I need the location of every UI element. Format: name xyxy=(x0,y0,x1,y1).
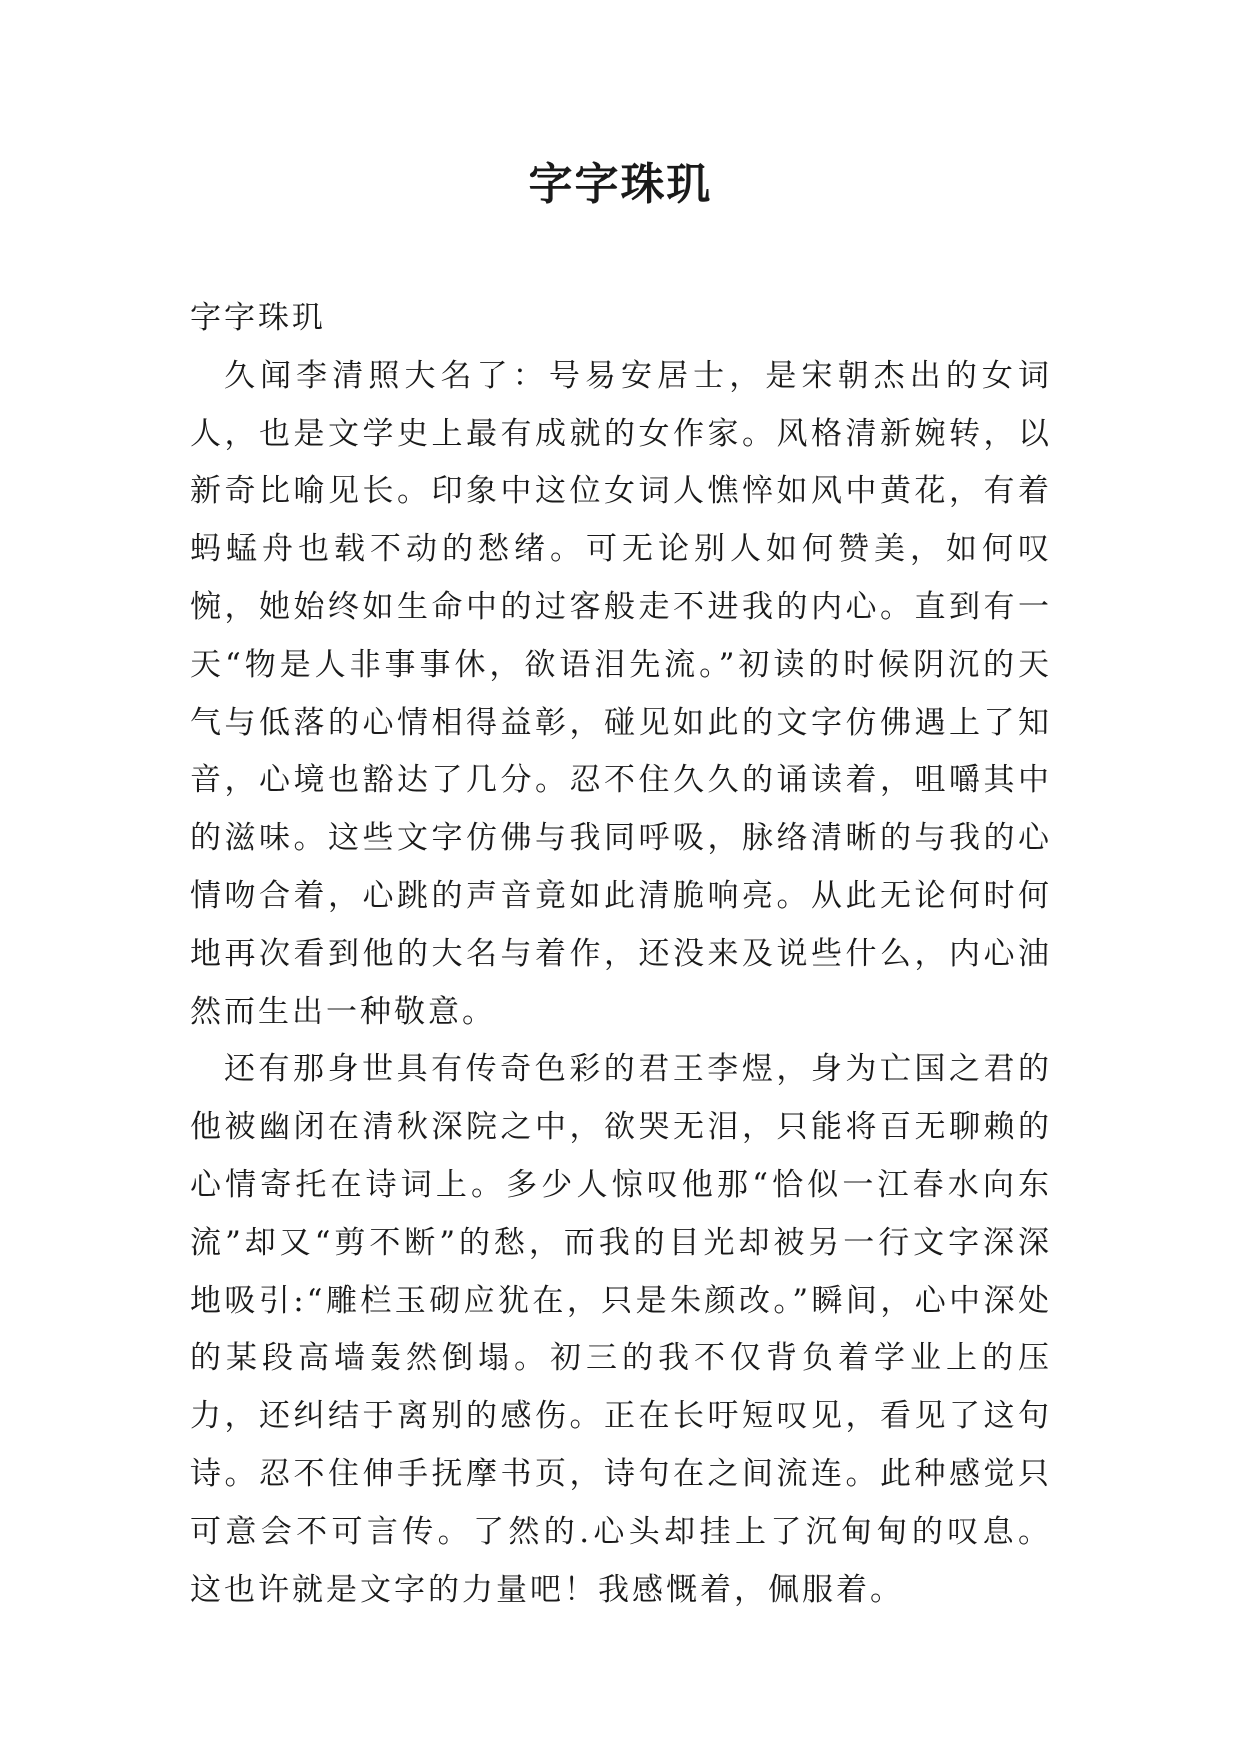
essay-heading: 字字珠玑 xyxy=(190,300,326,336)
document-body xyxy=(190,290,1052,1619)
paragraph-2: 还有那身世具有传奇色彩的君王李煜，身为亡国之君的他被幽闭在清秋深院之中，欲哭无泪，只能将百无聊赖的心情寄托在诗词上。多少人惊叹他那“恰似一江春水向东流”却又“剪不断”的愁，而我的目光却被另一行文字深深地吸引:“雕栏玉砌应犹在，只是朱颜改。”瞬间，心中深处的某段高墙轰然倒塌。初三的我不仅背负着学业上的压力，还纠结于离别的感伤。正在长吁短叹见，看见了这句诗。忍不住伸手抚摩书页，诗句在之间流连。此种感觉只可意会不可言传。了然的.心头却挂上了沉甸甸的叹息。这也许就是文字的力量吧！我感慨着，佩服着。 xyxy=(190,1051,1052,1608)
page-title: 字字珠玑 xyxy=(528,159,713,210)
paragraph-1: 久闻李清照大名了：号易安居士，是宋朝杰出的女词人，也是文学史上最有成就的女作家。风格清新婉转，以新奇比喻见长。印象中这位女词人憔悴如风中黄花，有着蚂蜢舟也载不动的愁绪。可无论别人如何赞美，如何叹惋，她始终如生命中的过客般走不进我的内心。直到有一天“物是人非事事休，欲语泪先流。”初读的时候阴沉的天气与低落的心情相得益彰，碰见如此的文字仿佛遇上了知音，心境也豁达了几分。忍不住久久的诵读着，咀嚼其中的滋味。这些文字仿佛与我同呼吸，脉络清晰的与我的心情吻合着，心跳的声音竟如此清脆响亮。从此无论何时何地再次看到他的大名与着作，还没来及说些什么，内心油然而生出一种敬意。 xyxy=(190,357,1052,1030)
